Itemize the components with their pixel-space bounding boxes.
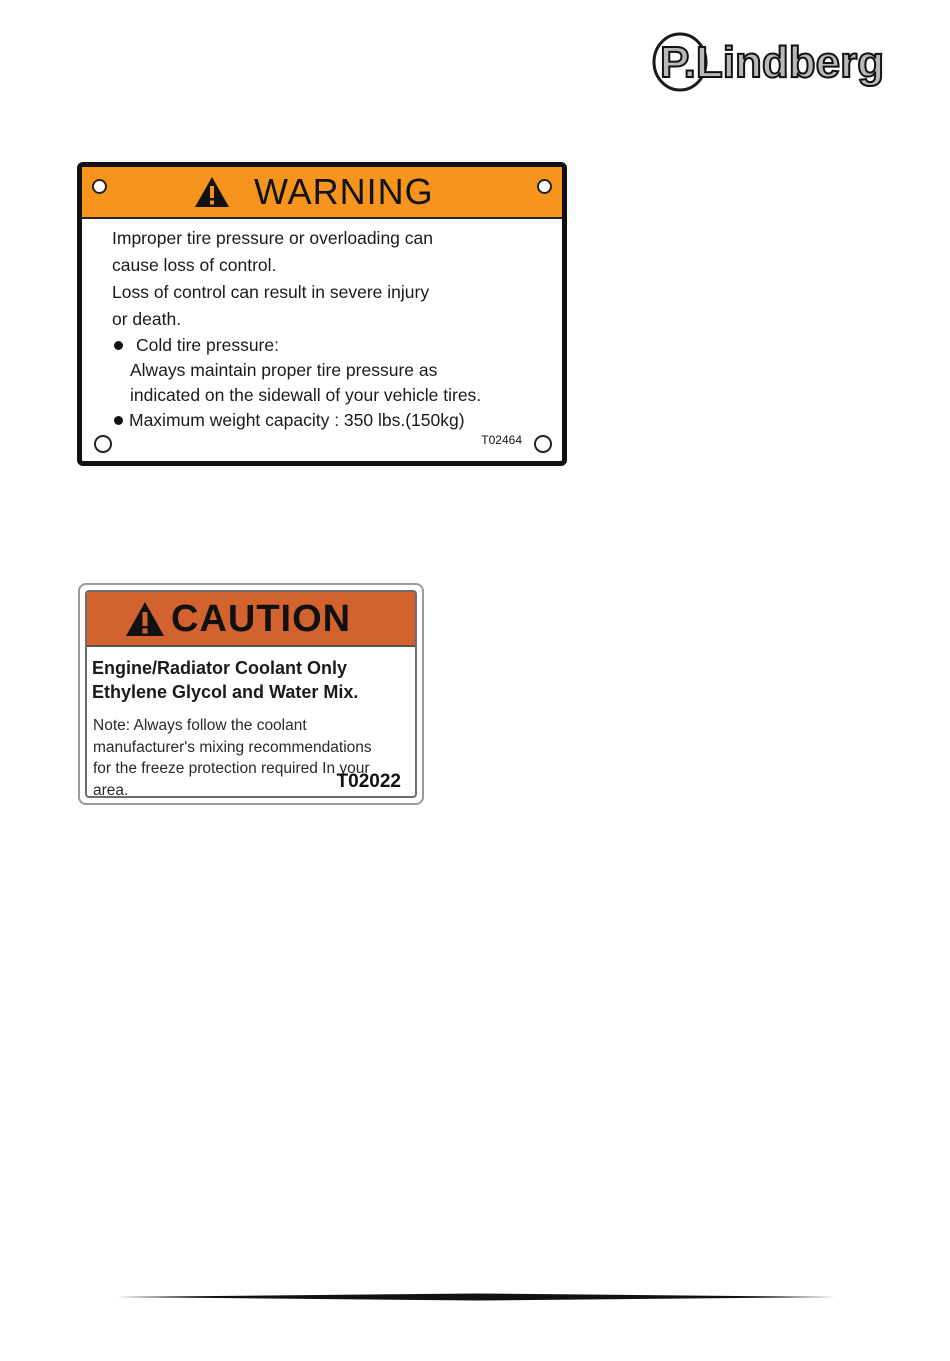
coolant-note-line: area.: [93, 781, 129, 798]
mounting-hole-icon: [94, 435, 112, 453]
max-weight-bullet: Maximum weight capacity : 350 lbs.(150kg): [112, 408, 532, 433]
lindberg-logo: [652, 30, 892, 94]
coolant-heading-line: Engine/Radiator Coolant Only: [92, 658, 348, 678]
warning-triangle-icon: [194, 176, 230, 208]
warning-triangle-icon: [125, 601, 165, 637]
caution-title: CAUTION: [171, 598, 352, 640]
tire-pressure-detail: Always maintain proper tire pressure as: [130, 360, 438, 380]
tire-pressure-detail: indicated on the sidewall of your vehicle tires.: [130, 385, 482, 405]
warning-line: cause loss of control.: [112, 255, 277, 275]
footer-divider: [118, 1292, 836, 1302]
company-logo: [652, 30, 892, 94]
warning-body: [112, 225, 532, 433]
warning-line: or death.: [112, 309, 182, 329]
caution-header: [87, 592, 415, 647]
coolant-note-line: for the freeze protection required In your: [93, 760, 370, 777]
warning-label: [77, 162, 567, 466]
warning-line: Loss of control can result in severe injury: [112, 282, 430, 302]
coolant-heading-line: Ethylene Glycol and Water Mix.: [92, 682, 359, 702]
warning-header: [82, 167, 562, 219]
mounting-hole-icon: [537, 179, 552, 194]
caution-label: [78, 583, 424, 805]
warning-label-code: T02464: [481, 433, 522, 447]
mounting-hole-icon: [92, 179, 107, 194]
caution-label-code: T02022: [336, 771, 401, 792]
warning-title: WARNING: [254, 171, 434, 212]
caution-label-inner: [85, 590, 417, 798]
warning-line: Improper tire pressure or overloading can: [112, 228, 433, 248]
coolant-note-line: Note: Always follow the coolant: [93, 717, 307, 734]
coolant-heading: [92, 656, 412, 704]
cold-tire-pressure-bullet: Cold tire pressure:: [112, 333, 532, 358]
coolant-note-line: manufacturer's mixing recommendations: [93, 738, 372, 756]
svg-text:P.Lindberg: P.Lindberg: [660, 38, 885, 87]
mounting-hole-icon: [534, 435, 552, 453]
